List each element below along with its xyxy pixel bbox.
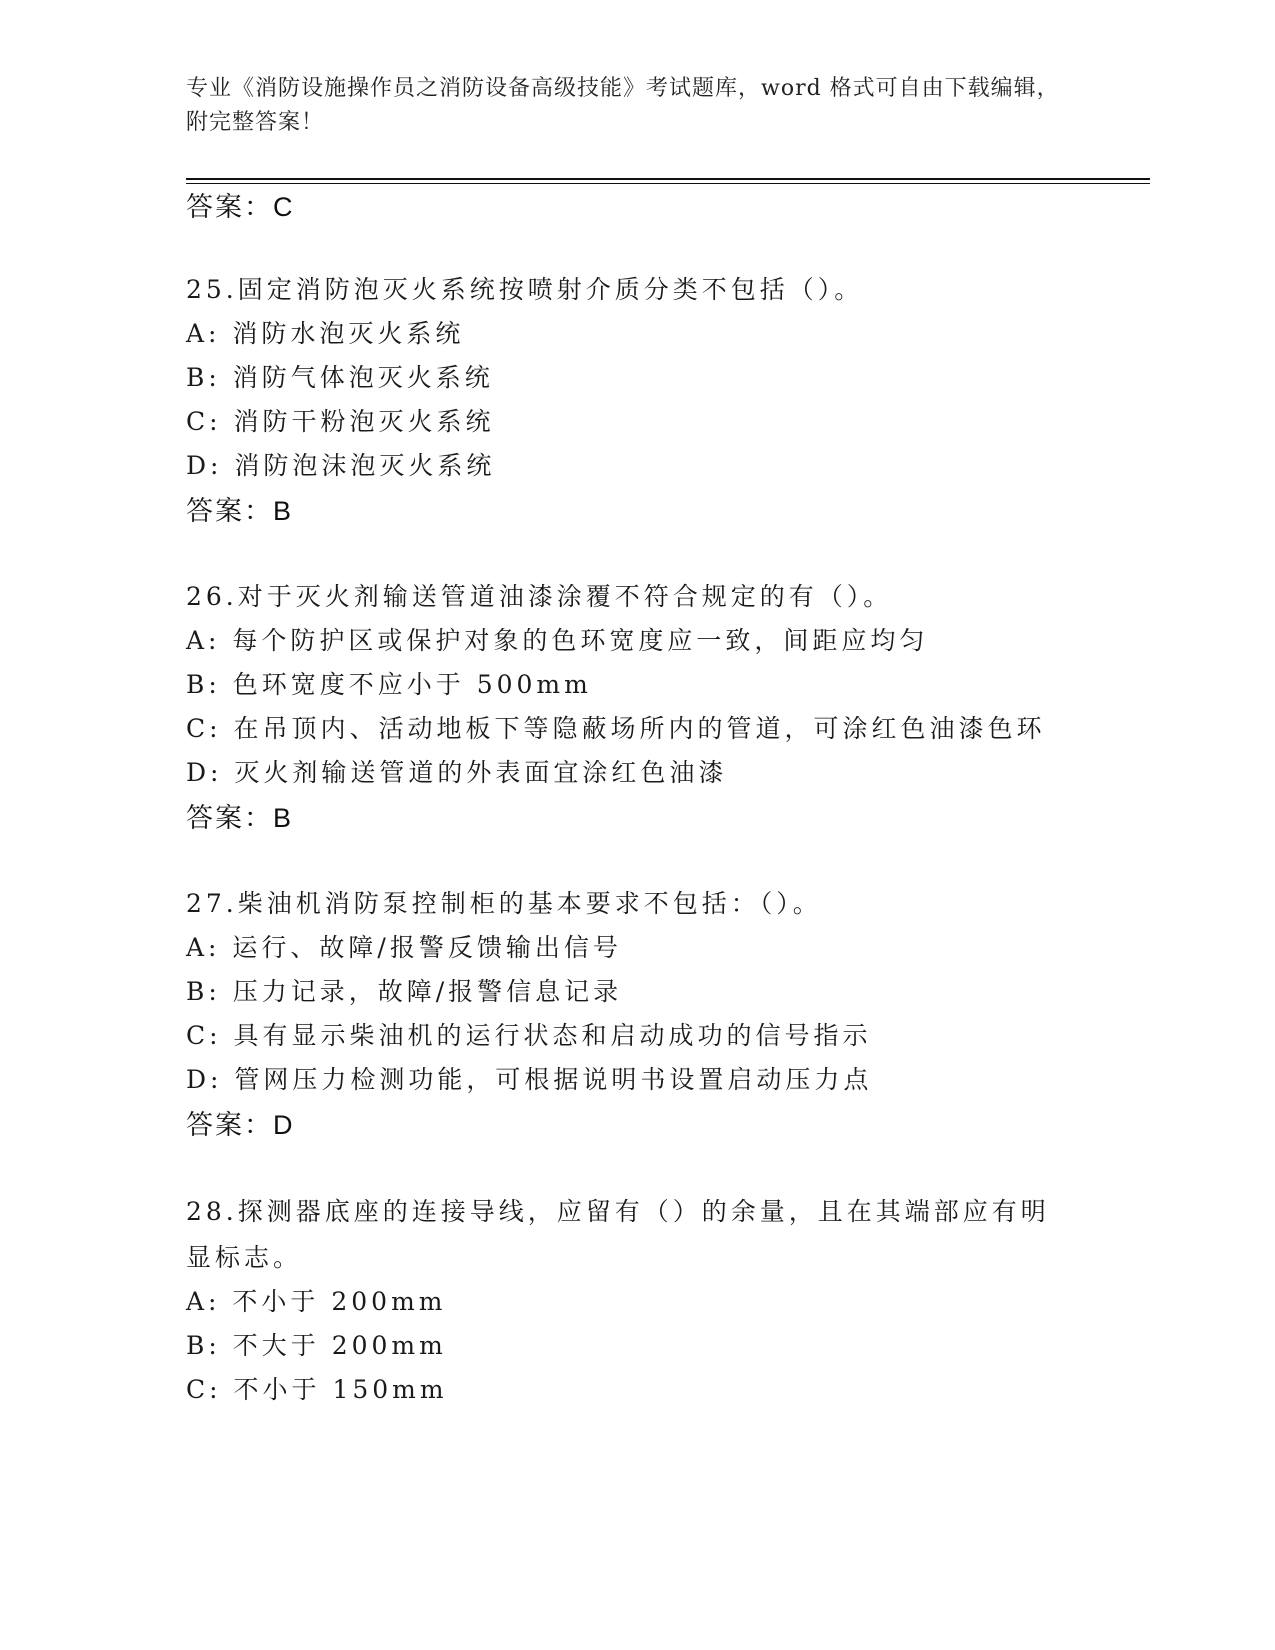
option-a: A: 不小于 200mm: [186, 1287, 447, 1316]
option-b: B: 消防气体泡灭火系统: [186, 363, 494, 392]
option-d: D: 消防泡沫泡灭火系统: [186, 451, 496, 480]
question-stem: 25.固定消防泡灭火系统按喷射介质分类不包括（）。: [186, 275, 864, 304]
document-header: 专业《消防设施操作员之消防设备高级技能》考试题库，word 格式可自由下载编辑，附完整答案！: [186, 76, 1060, 135]
option-a: A: 运行、故障/报警反馈输出信号: [186, 933, 622, 962]
option-d: D: 管网压力检测功能，可根据说明书设置启动压力点: [186, 1065, 873, 1094]
option-a: A: 消防水泡灭火系统: [186, 319, 465, 348]
answer-line: 答案：D: [186, 1110, 295, 1140]
question-stem: 26.对于灭火剂输送管道油漆涂覆不符合规定的有（）。: [186, 582, 893, 611]
option-d: D: 灭火剂输送管道的外表面宜涂红色油漆: [186, 758, 728, 787]
answer-line: 答案：B: [186, 496, 294, 526]
question-stem: 27.柴油机消防泵控制柜的基本要求不包括：（）。: [186, 889, 822, 918]
answer-line: 答案：B: [186, 803, 294, 833]
option-c: C: 不小于 150mm: [186, 1375, 448, 1404]
option-b: B: 压力记录，故障/报警信息记录: [186, 977, 623, 1006]
option-a: A: 每个防护区或保护对象的色环宽度应一致，间距应均匀: [186, 626, 929, 655]
answer-line: 答案：C: [186, 192, 295, 222]
option-b: B: 不大于 200mm: [186, 1331, 447, 1360]
option-c: C: 具有显示柴油机的运行状态和启动成功的信号指示: [186, 1021, 872, 1050]
header-divider: [186, 178, 1150, 180]
question-stem: 28.探测器底座的连接导线，应留有（）的余量，且在其端部应有明显标志。: [186, 1197, 1050, 1272]
option-c: C: 消防干粉泡灭火系统: [186, 407, 495, 436]
option-c: C: 在吊顶内、活动地板下等隐蔽场所内的管道，可涂红色油漆色环: [186, 714, 1046, 743]
option-b: B: 色环宽度不应小于 500mm: [186, 670, 592, 699]
header-divider-thin: [186, 183, 1150, 184]
